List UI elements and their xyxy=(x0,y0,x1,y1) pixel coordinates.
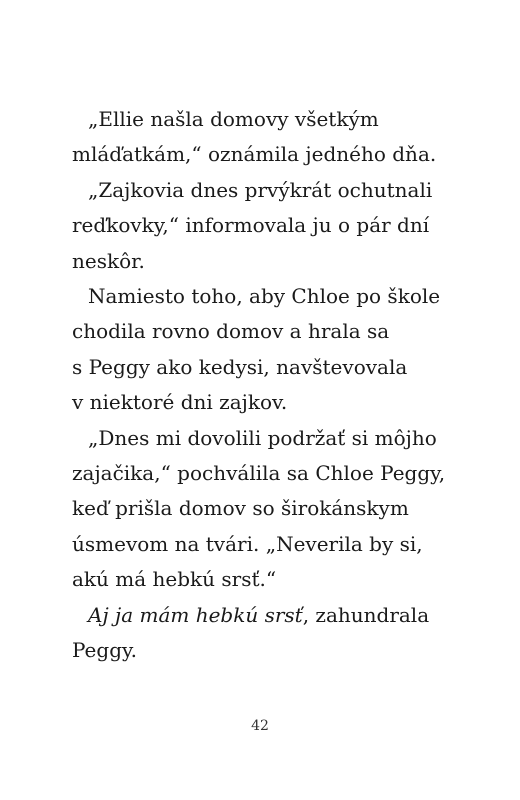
text-line: „Ellie našla domovy všetkým xyxy=(88,107,379,131)
text-line: reďkovky,“ informovala ju o pár dní xyxy=(72,213,430,238)
body-text xyxy=(72,102,462,669)
text-line: „Zajkovia dnes prvýkrát ochutnali xyxy=(88,177,433,202)
text-line: akú má hebkú srsť.“ xyxy=(72,567,277,592)
text-line: chodila rovno domov a hrala sa xyxy=(72,319,390,344)
paragraph-3 xyxy=(72,279,462,421)
text-line: Peggy. xyxy=(72,638,137,663)
text-line: s Peggy ako kedysi, navštevovala xyxy=(72,354,408,379)
page-number: 42 xyxy=(251,718,269,734)
text-fragment: , zahundrala xyxy=(302,602,430,627)
text-line: v niektoré dni zajkov. xyxy=(72,390,288,415)
text-line: Namiesto toho, aby Chloe po škole xyxy=(88,284,441,309)
paragraph-1 xyxy=(72,102,462,173)
text-line: zajačika,“ pochválila sa Chloe Peggy, xyxy=(72,461,446,486)
paragraph-2 xyxy=(72,173,462,279)
text-line: úsmevom na tvári. „Neverila by si, xyxy=(72,531,423,556)
text-line: neskôr. xyxy=(72,248,145,273)
italic-thought: Aj ja mám hebkú srsť xyxy=(88,602,303,627)
text-line: mláďatkám,“ oznámila jedného dňa. xyxy=(72,142,437,167)
text-line: „Dnes mi dovolili podržať si môjho xyxy=(88,425,437,450)
text-line-mixed xyxy=(72,598,462,633)
paragraph-5 xyxy=(72,598,462,669)
paragraph-4 xyxy=(72,421,462,598)
text-line: keď prišla domov so širokánskym xyxy=(72,496,409,521)
